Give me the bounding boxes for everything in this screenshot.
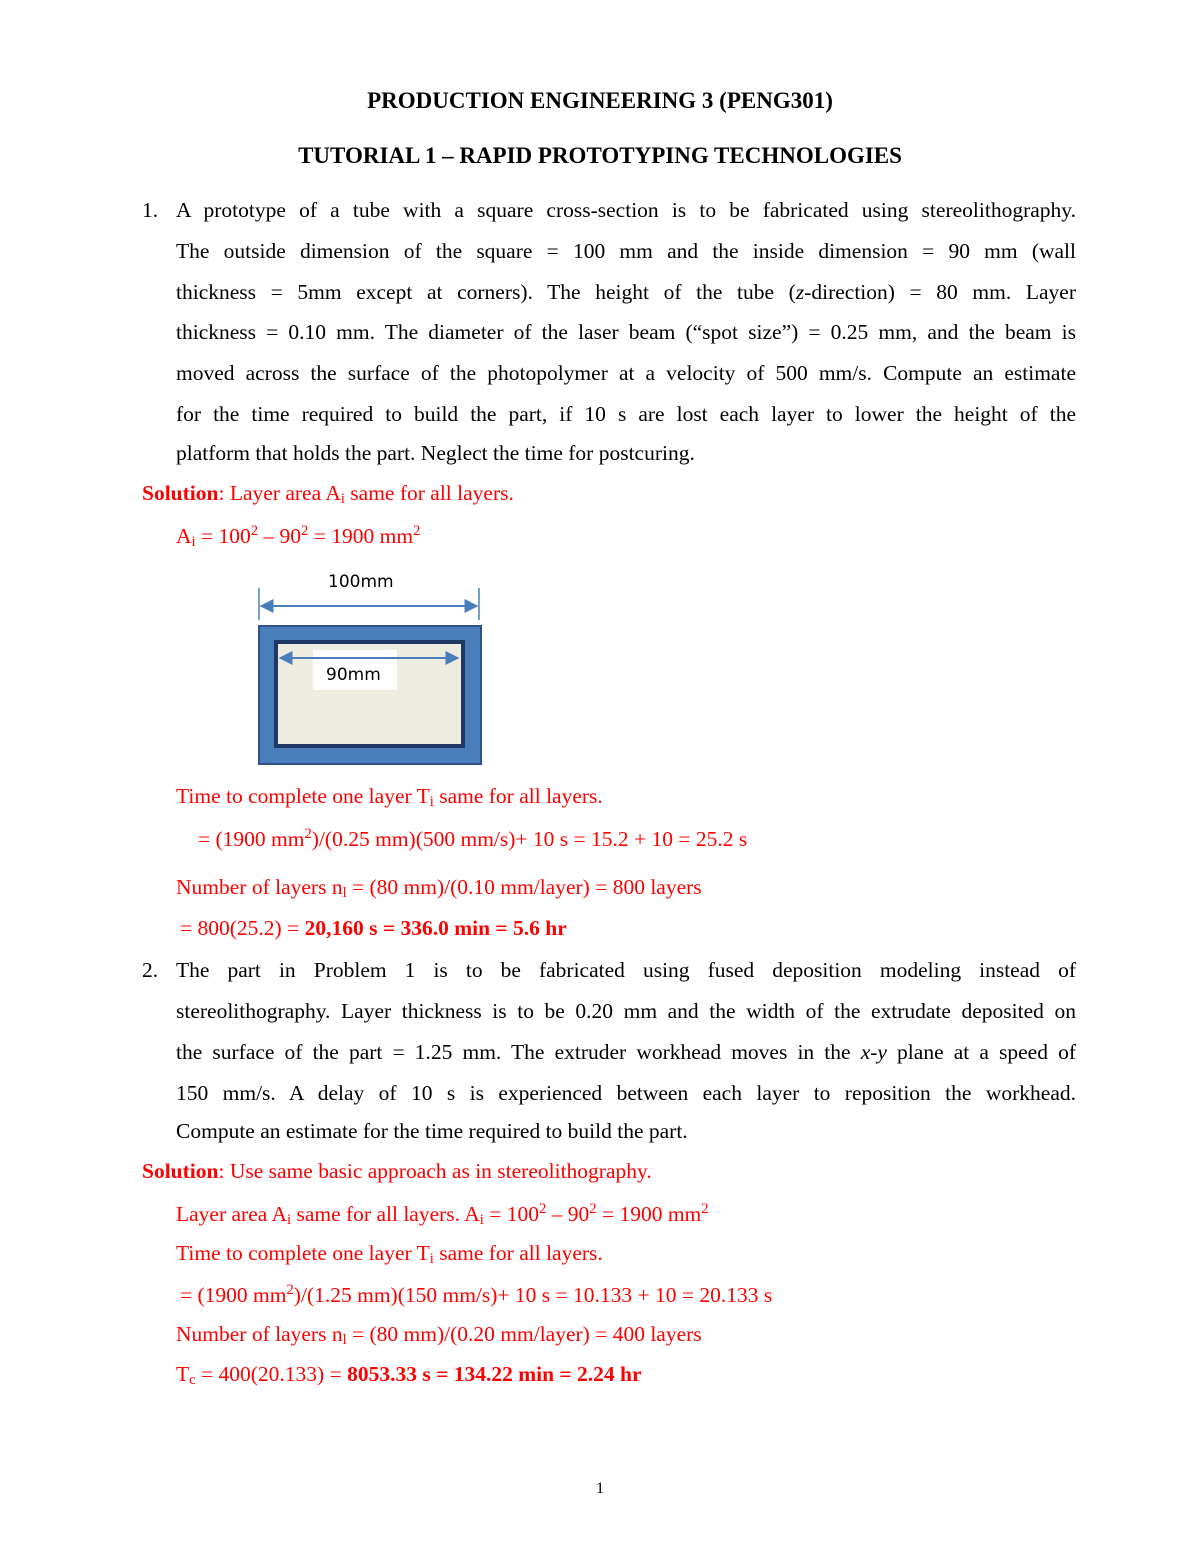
- document-title: PRODUCTION ENGINEERING 3 (PENG301): [367, 88, 833, 113]
- q1-line-3: thickness = 5mm except at corners). The height of the tube (z-direction) = 80 mm. Layer: [176, 280, 1077, 304]
- solution-1-intro: Solution: Layer area $A_i$ same for all layers.: [142, 481, 514, 507]
- q2-line-1: The part in Problem 1 is to be fabricated using fused deposition modeling instead of: [176, 958, 1076, 982]
- solution-1-time: Time to complete one layer $T_i$ same for all layers.: [176, 784, 603, 810]
- solution-1-area: $A_i = 100^2 - 90^2 = 1900$ $mm^2$: [176, 523, 421, 550]
- q1-line-4: thickness = 0.10 mm. The diameter of the laser beam (“spot size”) = 0.25 mm, and the beam is: [176, 320, 1076, 344]
- solution-label: Solution: [142, 1159, 219, 1183]
- inner-dimension-label: 90mm: [326, 665, 381, 685]
- solution-1-layers: Number of layers $n_l = (80$ mm)/(0.10 mm/layer) = 800 layers: [176, 875, 702, 901]
- page-number: 1: [596, 1480, 604, 1497]
- solution-1-time-calc: = (1900 $mm^2)/(0.25$ mm)(500 mm/s)+ 10 s = 15.2 + 10 = 25.2 s: [198, 826, 748, 852]
- q1-line-5: moved across the surface of the photopolymer at a velocity of 500 mm/s. Compute an estimate: [176, 361, 1076, 385]
- solution-2-time-calc: = (1900 $mm^2)/(1.25$ mm)(150 mm/s)+ 10 s = 10.133 + 10 = 20.133 s: [180, 1282, 773, 1308]
- outer-dimension-label: 100mm: [328, 572, 394, 592]
- tube-cross-section-diagram: [0, 570, 1200, 770]
- solution-2-total: $T_c = 400(20.133) = 8053.33$ s = 134.22 min = 2.24 hr: [176, 1362, 642, 1388]
- solution-2-layers: Number of layers $n_l = (80$ mm)/(0.20 mm/layer) = 400 layers: [176, 1322, 702, 1348]
- q1-line-6: for the time required to build the part, if 10 s are lost each layer to lower the height of the: [176, 402, 1076, 426]
- tutorial-title: TUTORIAL 1 – RAPID PROTOTYPING TECHNOLOGIES: [298, 143, 902, 168]
- solution-label: Solution: [142, 481, 219, 505]
- q2-line-2: stereolithography. Layer thickness is to be 0.20 mm and the width of the extrudate deposited on: [176, 999, 1076, 1023]
- q1-line-1: A prototype of a tube with a square cross-section is to be fabricated using stereolithography.: [176, 198, 1076, 222]
- q1-line-7: platform that holds the part. Neglect the time for postcuring.: [176, 441, 695, 465]
- question-1-number: 1.: [142, 198, 159, 222]
- q2-line-5: Compute an estimate for the time required to build the part.: [176, 1119, 688, 1143]
- solution-1-total: = 800(25.2) = 20,160 s = 336.0 min = 5.6 hr: [180, 916, 567, 940]
- solution-2-answer: 8053.33 s = 134.22 min = 2.24 hr: [347, 1362, 642, 1386]
- solution-2-intro: Solution: Use same basic approach as in stereolithography.: [142, 1159, 652, 1183]
- solution-2-time: Time to complete one layer $T_i$ same for all layers.: [176, 1241, 603, 1267]
- q2-line-4: 150 mm/s. A delay of 10 s is experienced between each layer to reposition the workhead.: [176, 1081, 1076, 1105]
- solution-2-area: Layer area $A_i$ same for all layers. $A_i = 100^2 - 90^2 = 1900$ $mm^2$: [176, 1201, 709, 1228]
- q1-line-2: The outside dimension of the square = 100 mm and the inside dimension = 90 mm (wall: [176, 239, 1076, 263]
- solution-1-answer: 20,160 s = 336.0 min = 5.6 hr: [304, 916, 567, 940]
- q2-line-3: the surface of the part = 1.25 mm. The extruder workhead moves in the x-y plane at a speed of: [176, 1040, 1076, 1064]
- question-2-number: 2.: [142, 958, 159, 982]
